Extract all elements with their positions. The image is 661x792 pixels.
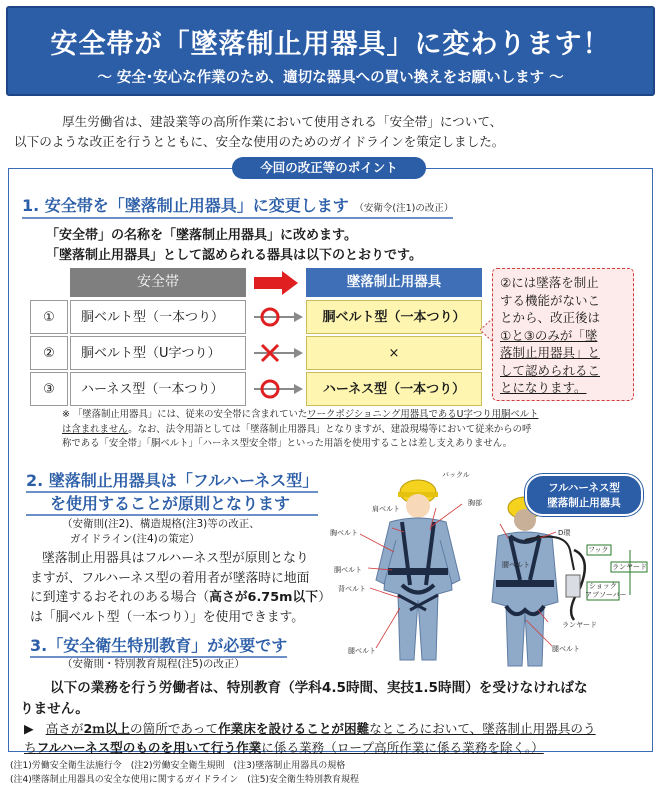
- note-line: する機能がないこ: [500, 292, 601, 308]
- row-old-type: 胴ベルト型（一本つり）: [70, 300, 246, 334]
- body-line: りません。: [20, 701, 89, 717]
- table-head-old: 安全帯: [70, 268, 246, 297]
- points-tab: 今回の改正等のポイント: [232, 157, 426, 179]
- task-bold: 作業床を設けることが困難: [218, 721, 370, 736]
- section3-title: 3.「安全衛生特別教育」が必要です: [30, 633, 287, 658]
- section1-title: [22, 193, 453, 219]
- footnote-underlined: は含まれません: [62, 423, 129, 435]
- bubble-line: フルハーネス型: [548, 482, 620, 494]
- row-new-type: ×: [306, 336, 482, 370]
- triangle-marker-icon: ▶: [24, 721, 34, 736]
- label-waist-side: 腰ベルト: [502, 561, 530, 569]
- header-banner: [6, 6, 655, 96]
- task-text: 高さが: [45, 721, 84, 736]
- bubble-line: 墜落制止用器具: [547, 497, 621, 509]
- section3-ref: （安衛則・特別教育規程(注5)の改正）: [62, 658, 245, 670]
- label-waist-belt: 胴ベルト: [334, 566, 362, 574]
- section2-title-line: 2. 墜落制止用器具は「フルハーネス型」: [26, 470, 318, 493]
- table-row: [30, 336, 482, 370]
- task-bold: 2ｍ以上: [83, 721, 131, 736]
- label-buckle: バックル: [442, 471, 470, 479]
- label-seat-belt: 腿ベルト: [552, 645, 580, 653]
- footnote-text: 。なお、法令用語としては「墜落制止用器具」となりますが、建設現場等において従来からの呼: [128, 423, 532, 435]
- label-lanyard: ランヤード: [562, 621, 597, 629]
- label-back-d: D環: [558, 529, 571, 537]
- height-limit: 高さが6.75m以下: [209, 590, 319, 605]
- special-task: [24, 719, 649, 757]
- row-number: ②: [30, 336, 68, 370]
- table-head-new: 墜落制止用器具: [306, 268, 482, 297]
- note-line: 落制止用器具」と: [500, 345, 601, 360]
- footnote-underlined: ワークポジショニング用器具であるU字つり用胴ベルト: [307, 409, 539, 420]
- task-text: なところにおいて、墜落制止用器具のう: [369, 721, 596, 736]
- body-line: ますが、フルハーネス型の着用者が墜落時に地面: [30, 570, 310, 586]
- row-old-type: 胴ベルト型（U字つり）: [70, 336, 246, 370]
- red-arrow-icon: [252, 270, 300, 296]
- body-text: に到達するおそれのある場合（: [30, 590, 210, 605]
- body-line: 墜落制止用器具はフルハーネス型が原則となり: [42, 551, 309, 566]
- footnote-text: ※ 「墜落制止用器具」には、従来の安全帯に含まれていた: [62, 409, 308, 420]
- note-line: ①と③のみが「墜: [500, 327, 598, 343]
- note-line: (注4)墜落制止用器具の安全な使用に関するガイドライン (注5)安全衛生特別教育規程: [10, 774, 359, 785]
- label-thigh-belt: 腿ベルト: [348, 647, 376, 655]
- task-text: ち: [24, 740, 37, 755]
- label-chest-belt: 胸ベルト: [330, 529, 358, 537]
- intro-line: 以下のような改正を行うとともに、安全な使用のためのガイドラインを策定しました。: [14, 134, 505, 149]
- section2-ref: [62, 517, 260, 547]
- note-line: とから、改正後は: [500, 310, 601, 325]
- row-number: ①: [30, 300, 68, 334]
- section1-footnote: [62, 408, 642, 452]
- label-chest-side: 胸部: [468, 499, 482, 507]
- section1-title-text: 1. 安全帯を「墜落制止用器具」に変更します: [22, 196, 349, 215]
- page-title: 安全帯が「墜落制止用器具」に変わります！: [50, 29, 611, 60]
- label-absorber: アブソーバー: [585, 591, 627, 599]
- footnote-text: 称である「安全帯」「胴ベルト」「ハーネス型安全帯」といった用語を使用することは差し支えありません。: [62, 438, 513, 449]
- page-subtitle: ～ 安全･安心な作業のため、適切な器具への買い換えをお願いします ～: [97, 70, 564, 86]
- body-line: は「胴ベルト型（一本つり）」を使用できます。: [30, 609, 305, 625]
- section1-line2: 「墜落制止用器具」として認められる器具は以下のとおりです。: [46, 248, 422, 263]
- section2-title-line: を使用することが原則となります: [26, 493, 318, 516]
- row-number: ③: [30, 372, 68, 406]
- intro-text: [14, 112, 654, 152]
- ref-line: ガイドライン(注4)の策定）: [70, 533, 200, 545]
- table-row: [30, 300, 482, 334]
- label-shoulder-belt: 肩ベルト: [372, 505, 400, 513]
- note-line: (注1)労働安全衛生法施行令 (注2)労働安全衛生規則 (注3)墜落制止用器具の規格: [10, 761, 346, 771]
- task-text: の箇所であって: [130, 721, 219, 736]
- legal-notes: [10, 760, 655, 787]
- task-line: [24, 719, 649, 738]
- body-line: [30, 588, 350, 608]
- section2-body: [30, 549, 350, 627]
- label-lanyard-vertical: ランヤード: [612, 563, 647, 571]
- table-row: [30, 372, 482, 406]
- task-text: に係る業務（ロープ高所作業に係る業務を除く。）: [261, 740, 544, 755]
- note-line: とになります。: [500, 380, 587, 395]
- harness-bubble: [525, 474, 643, 516]
- label-shock: ショック: [589, 582, 617, 590]
- section1-ref: （安衛令(注1)の改正）: [354, 203, 454, 214]
- note-line: して認められるこ: [500, 362, 601, 378]
- section1-line1: 「安全帯」の名称を「墜落制止用器具」に改めます。: [46, 228, 357, 243]
- section2-title: [26, 470, 318, 516]
- note-text: [500, 274, 628, 397]
- row-old-type: ハーネス型（一本つり）: [70, 372, 246, 406]
- note-line: ②には墜落を制止: [500, 275, 599, 290]
- body-line: 以下の業務を行う労働者は、特別教育（学科4.5時間、実技1.5時間）を受けなければな: [50, 680, 588, 696]
- body-text: ）: [318, 590, 331, 605]
- circle-arrow-icon: [252, 304, 304, 330]
- row-new-type: 胴ベルト型（一本つり）: [306, 300, 482, 334]
- row-new-type: ハーネス型（一本つり）: [306, 372, 482, 406]
- task-line: [24, 738, 649, 757]
- circle-arrow-icon: [252, 376, 304, 402]
- label-hook: フック: [588, 546, 609, 554]
- intro-line: 厚生労働省は、建設業等の高所作業において使用される「安全帯」について、: [62, 114, 503, 129]
- cross-arrow-icon: [252, 340, 304, 366]
- task-bold: フルハーネス型のものを用いて行う作業: [36, 740, 262, 755]
- ref-line: （安衛則(注2)、構造規格(注3)等の改正、: [62, 518, 260, 530]
- label-back-belt: 背ベルト: [338, 585, 366, 593]
- section3-body: [20, 678, 645, 720]
